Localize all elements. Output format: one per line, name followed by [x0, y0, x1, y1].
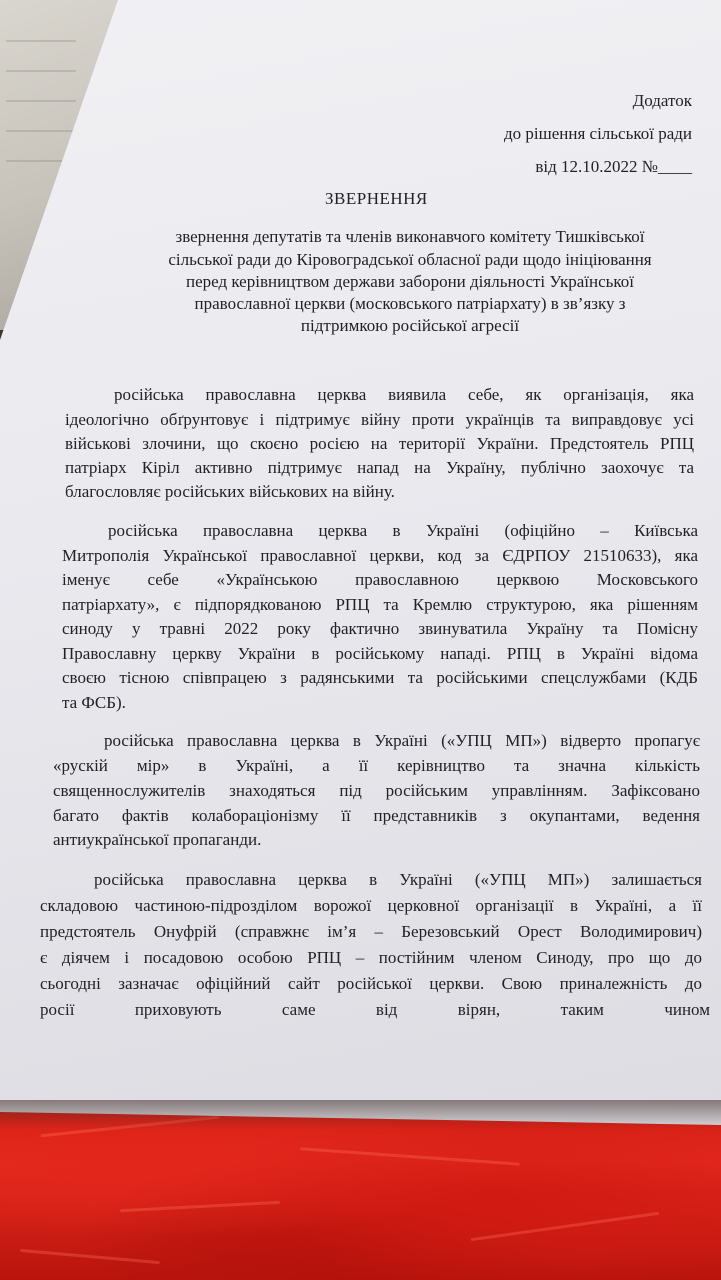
paragraph-2-line: російська православна церква в Україні (офіційно – Київська: [108, 521, 698, 540]
header-date: від 12.10.2022 №____: [535, 157, 692, 176]
paragraph-3-line: багато фактів колабораціонізму її представників з окупантами, ведення: [53, 806, 700, 825]
paragraph-2-line: своєю тісною співпрацею з радянськими та російськими спецслужбами (КДБ: [62, 668, 698, 687]
document-title: ЗВЕРНЕННЯ: [325, 189, 428, 208]
subtitle-line: сільської ради до Кіровоградської обласної ради щодо ініціювання: [168, 250, 652, 269]
subtitle-line: перед керівництвом держави заборони діяльності Української: [185, 272, 634, 291]
paragraph-3-line: антиукраїнської пропаганди.: [53, 830, 262, 849]
paragraph-2-line: патріархату», є підпорядкованою РПЦ та Кремлю структурою, яка рішенням: [62, 595, 698, 614]
paragraph-2-line: Православну церкву України в російському нападі. РПЦ в Україні відома: [62, 644, 698, 663]
paragraph-3-line: священнослужителів знаходяться під російським управлінням. Зафіксовано: [53, 781, 700, 800]
paragraph-1-line: російська православна церква виявила себе, як організація, яка: [114, 385, 694, 404]
paragraph-4-line: росії приховують саме від вірян, таким чином: [40, 1000, 710, 1019]
paragraph-3-line: російська православна церква в Україні («УПЦ МП») відверто пропагує: [104, 731, 700, 750]
paragraph-4-line: російська православна церква в Україні («УПЦ МП») залишається: [94, 870, 702, 889]
paragraph-1-line: військові злочини, що скоєно росією на території України. Предстоятель РПЦ: [65, 434, 694, 453]
paragraph-3-line: «рускій мір» в Україні, а її керівництво та значна кількість: [53, 756, 700, 775]
paragraph-4-line: складовою частиною-підрозділом ворожої церковної організації в Україні, а її: [40, 896, 702, 915]
paragraph-4-line: предстоятель Онуфрій (справжнє ім’я – Березовський Орест Володимирович): [40, 922, 702, 941]
paragraph-4-line: сьогодні зазначає офіційний сайт російської церкви. Свою приналежність до: [40, 974, 702, 993]
paragraph-2-line: синоду у травні 2022 року фактично звинуватила Україну та Помісну: [62, 619, 698, 638]
header-addendum: Додаток: [632, 91, 692, 110]
subtitle-line: православної церкви (московського патріархату) в зв’язку з: [194, 294, 626, 313]
subtitle-line: звернення депутатів та членів виконавчого комітету Тишківської: [175, 227, 645, 246]
header-to-decision: до рішення сільської ради: [504, 124, 692, 143]
paragraph-1-line: благословляє російських військових на війну.: [65, 482, 395, 501]
subtitle-line: підтримкою російської агресії: [300, 316, 520, 335]
paragraph-2-line: та ФСБ).: [62, 693, 126, 712]
paragraph-1-line: ідеологічно обґрунтовує і підтримує війну проти українців та виправдовує усі: [65, 410, 694, 429]
paragraph-2-line: Митрополія Української православної церкви, код за ЄДРПОУ 21510633), яка: [62, 546, 698, 565]
paragraph-1-line: патріарх Кіріл активно підтримує напад на Україну, публічно заохочує та: [65, 458, 694, 477]
paragraph-4-line: є діячем і посадовою особою РПЦ – постійним членом Синоду, про що до: [40, 948, 702, 967]
paragraph-2-line: іменує себе «Українською православною церквою Московського: [62, 570, 698, 589]
